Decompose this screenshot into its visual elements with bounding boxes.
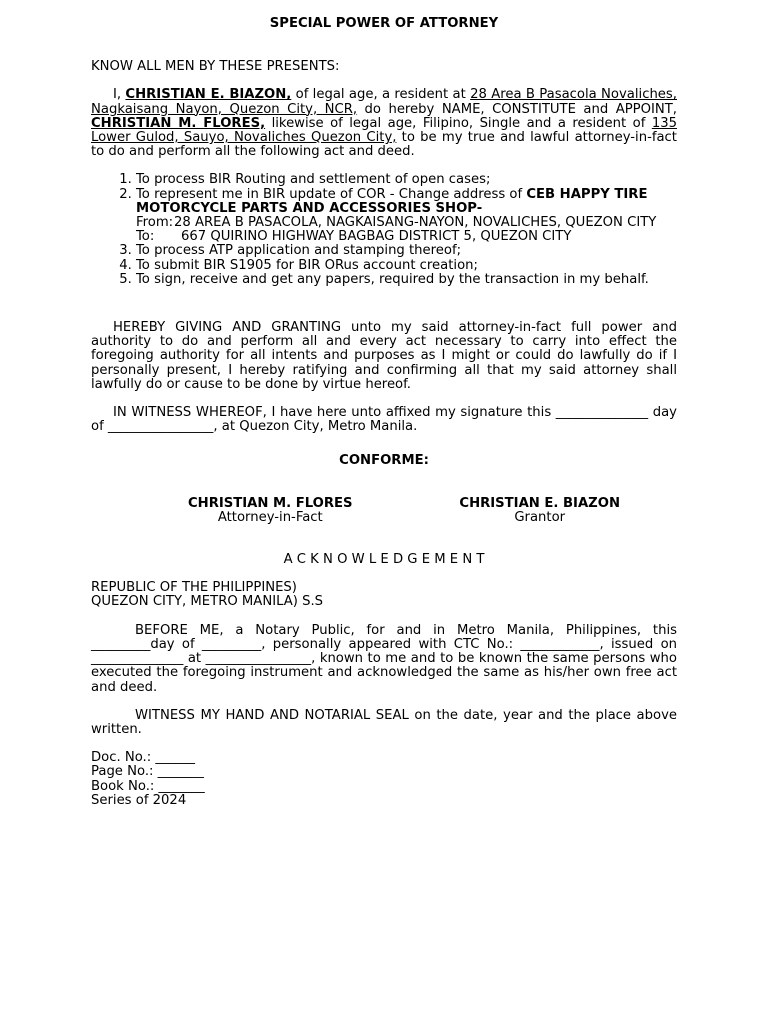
to-label: To:	[136, 229, 155, 245]
para1-text-3: likewise of legal age, Filipino, Single and a resident of	[265, 115, 652, 131]
page-number: Page No.: _______	[91, 764, 204, 780]
attorney-address: 135 Lower Gulod, Sauyo, Novaliches Quezon City,	[91, 115, 677, 146]
grantor-signature	[459, 497, 620, 525]
attorney-name: CHRISTIAN M. FLORES,	[91, 115, 266, 131]
attorney-signature	[188, 497, 353, 525]
list-item: 3. To process ATP application and stamping thereof;	[136, 244, 677, 258]
from-address	[136, 216, 677, 230]
acknowledgement-title: A C K N O W L E D G E M E N T	[283, 552, 485, 568]
para1-text-2: do hereby NAME, CONSTITUTE and APPOINT,	[357, 101, 678, 117]
list-item: 4. To submit BIR S1905 for BIR ORus account creation;	[136, 259, 677, 273]
list-item: 1. To process BIR Routing and settlement of open cases;	[136, 173, 677, 187]
granting-paragraph: HEREBY GIVING AND GRANTING unto my said attorney-in-fact full power and authority to do and perform all and every act necessary to carry into effect the foregoing authority for all intents and purposes as I might or could do lawfully do if I personally present, I hereby ratifying and confirming all that my said attorney shall lawfully do or cause to be done by virtue hereof.	[91, 320, 677, 392]
conforme-heading: CONFORME:	[339, 453, 429, 469]
document-body	[91, 17, 677, 808]
series-year: Series of 2024	[91, 792, 187, 808]
acknowledgement-paragraph: BEFORE ME, a Notary Public, for and in Metro Manila, Philippines, this _________day of _________, personally appeared with CTC No.: ____________, issued on ______________ at ________________, known to me and to be known the same persons who executed the foregoing instrument and acknowledged the same as his/her own free act and deed.	[91, 622, 677, 695]
item2-text: To represent me in BIR update of COR - Change address of	[136, 186, 527, 202]
para1-text-4: to be my true and lawful attorney-in-fact to do and perform all the following act and deed.	[91, 130, 677, 160]
to-value: 667 QUIRINO HIGHWAY BAGBAG DISTRICT 5, QUEZON CITY	[181, 229, 572, 245]
doc-number: Doc. No.: ______	[91, 750, 195, 766]
to-address	[136, 230, 677, 244]
venue-line-1: REPUBLIC OF THE PHILIPPINES)	[91, 580, 297, 596]
list-item: 5. To sign, receive and get any papers, required by the transaction in my behalf.	[136, 273, 677, 287]
list-item	[136, 188, 677, 245]
book-number: Book No.: _______	[91, 778, 205, 794]
attorney-signature-name: CHRISTIAN M. FLORES	[188, 495, 353, 511]
signature-block	[91, 497, 677, 525]
intro-line: KNOW ALL MEN BY THESE PRESENTS:	[91, 59, 340, 75]
venue-line-2: QUEZON CITY, METRO MANILA) S.S	[91, 594, 324, 610]
grantor-signature-name: CHRISTIAN E. BIAZON	[459, 495, 620, 511]
attorney-signature-role: Attorney-in-Fact	[217, 509, 323, 525]
grantor-name: CHRISTIAN E. BIAZON,	[125, 87, 292, 103]
from-label: From:	[136, 215, 174, 231]
grantor-address: 28 Area B Pasacola Novaliches, Nagkaisang Nayon, Quezon City, NCR,	[91, 87, 677, 117]
para1-text-1: of legal age, a resident at	[291, 87, 471, 103]
appointment-paragraph	[91, 88, 677, 159]
grantor-signature-role: Grantor	[514, 509, 566, 525]
pronoun: I,	[113, 87, 122, 103]
powers-list	[91, 173, 677, 287]
notarial-seal-paragraph: WITNESS MY HAND AND NOTARIAL SEAL on the date, year and the place above written.	[91, 707, 677, 737]
shop-name: CEB HAPPY TIRE MOTORCYCLE PARTS AND ACCESSORIES SHOP-	[136, 186, 648, 216]
document-title: SPECIAL POWER OF ATTORNEY	[269, 16, 499, 31]
from-value: 28 AREA B PASACOLA, NAGKAISANG-NAYON, NOVALICHES, QUEZON CITY	[174, 215, 657, 231]
witness-paragraph: IN WITNESS WHEREOF, I have here unto affixed my signature this ______________ day of ________________, at Quezon City, Metro Manila.	[91, 405, 677, 435]
